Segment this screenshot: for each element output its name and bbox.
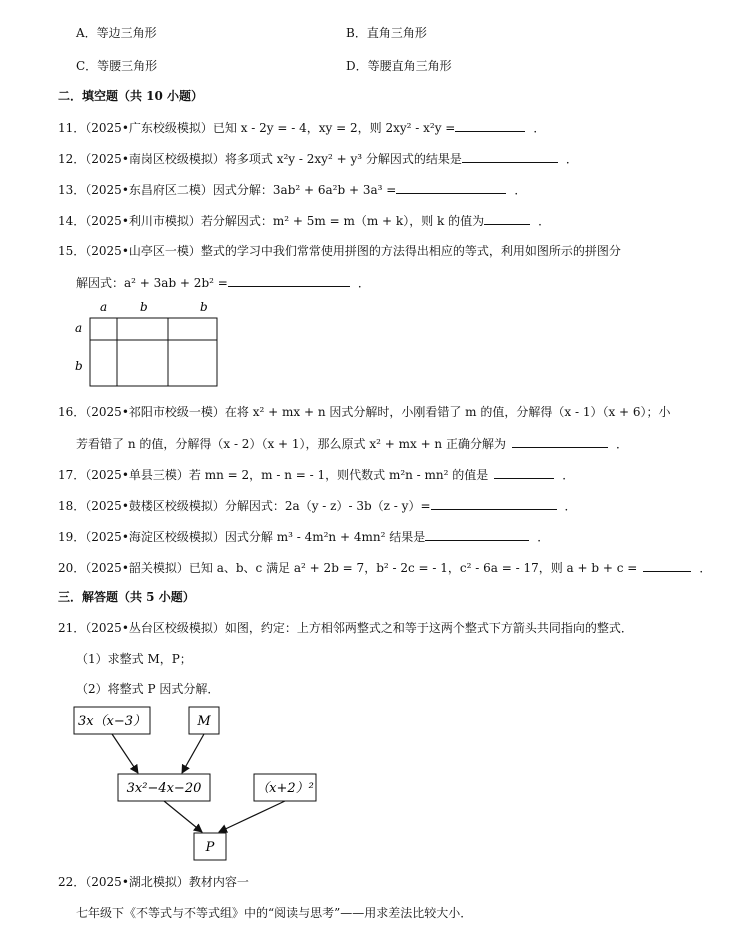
answer-blank[interactable] xyxy=(228,274,350,287)
arrow-icon xyxy=(112,734,138,773)
arrow-icon xyxy=(164,801,202,832)
question-22 xyxy=(58,874,249,890)
question-text: 芳看错了 n 的值，分解得（x - 2）（x + 1），那么原式 x² + mx + n 正确分解为 xyxy=(76,437,506,451)
box-m-label: M xyxy=(197,714,211,729)
question-source: （2025•湖北模拟） xyxy=(85,875,189,889)
question-14 xyxy=(58,212,550,229)
grid-top-label: b xyxy=(140,300,148,314)
question-text: 分解因式：2a（y - z）- 3b（z - y）= xyxy=(224,499,431,513)
grid-side-label: b xyxy=(75,359,83,373)
answer-blank[interactable] xyxy=(512,435,608,448)
question-number: 16． xyxy=(58,405,86,419)
question-text: 已知 a、b、c 满足 a² + 2b = 7，b² - 2c = - 1，c² - 6a = - 17，则 a + b + c = xyxy=(188,561,638,575)
box-3x-x-3-label: 3x（x−3） xyxy=(77,714,147,729)
grid-outline xyxy=(90,318,217,386)
question-end: ． xyxy=(538,214,551,228)
question-end: ． xyxy=(564,499,577,513)
question-number: 18． xyxy=(58,499,86,513)
question-source: （2025•广东校级模拟） xyxy=(85,121,213,135)
question-source: （2025•韶关模拟） xyxy=(85,561,189,575)
question-text: 已知 x - 2y = - 4，xy = 2，则 2xy² - x²y = xyxy=(212,121,456,135)
choice-b: B．直角三角形 xyxy=(346,26,427,40)
choice-c: C．等腰三角形 xyxy=(76,59,158,73)
question-number: 13． xyxy=(58,183,86,197)
question-21-sub1: （1）求整式 M，P； xyxy=(76,652,192,666)
question-end: ． xyxy=(615,437,628,451)
arrow-icon xyxy=(219,801,285,832)
box-3x2-4x-20-label: 3x²−4x−20 xyxy=(126,781,202,796)
question-20 xyxy=(58,559,711,576)
question-text: 解因式：a² + 3ab + 2b² = xyxy=(76,276,228,290)
question-source: （2025•海淀区校级模拟） xyxy=(85,530,225,544)
question-text: 整式的学习中我们常常使用拼图的方法得出相应的等式，利用如图所示的拼图分 xyxy=(200,244,621,258)
answer-blank[interactable] xyxy=(396,181,506,194)
question-text: 教材内容一 xyxy=(188,875,249,889)
question-number: 14． xyxy=(58,214,86,228)
question-text: 因式分解：3ab² + 6a²b + 3a³ = xyxy=(212,183,397,197)
grid-top-label: a xyxy=(100,300,108,314)
question-number: 15． xyxy=(58,244,86,258)
question-source: （2025•丛台区校级模拟） xyxy=(85,621,225,635)
question-11 xyxy=(58,119,545,136)
expression-diagram xyxy=(60,700,330,868)
box-p-label: P xyxy=(205,840,215,855)
question-15 xyxy=(58,243,621,259)
question-source: （2025•东昌府区二模） xyxy=(85,183,213,197)
choice-d: D．等腰直角三角形 xyxy=(346,59,452,73)
question-18 xyxy=(58,497,577,514)
question-22-line2: 七年级下《不等式与不等式组》中的“阅读与思考”——用求差法比较大小． xyxy=(76,906,473,920)
question-number: 11． xyxy=(58,121,86,135)
question-21 xyxy=(58,620,633,636)
question-number: 22． xyxy=(58,875,86,889)
question-17 xyxy=(58,466,574,483)
question-end: ． xyxy=(699,561,712,575)
section-title-fill-blank: 二．填空题（共 10 小题） xyxy=(58,89,204,103)
question-text: 因式分解 m³ - 4m²n + 4mn² 结果是 xyxy=(224,530,426,544)
question-21-sub2: （2）将整式 P 因式分解． xyxy=(76,682,220,696)
question-13 xyxy=(58,181,526,198)
question-end: ． xyxy=(565,152,578,166)
question-19 xyxy=(58,528,549,545)
question-text: 将多项式 x²y - 2xy² + y³ 分解因式的结果是 xyxy=(224,152,462,166)
question-source: （2025•利川市模拟） xyxy=(85,214,201,228)
question-text: 若 mn = 2，m - n = - 1，则代数式 m²n - mn² 的值是 xyxy=(188,468,489,482)
choice-a: A．等边三角形 xyxy=(76,26,157,40)
answer-blank[interactable] xyxy=(494,466,554,479)
section-title-solve: 三．解答题（共 5 小题） xyxy=(58,590,195,604)
question-number: 19． xyxy=(58,530,86,544)
question-end: ． xyxy=(533,121,546,135)
question-end: ． xyxy=(514,183,527,197)
tiling-figure xyxy=(70,298,230,390)
question-16 xyxy=(58,404,671,420)
question-text: 在将 x² + mx + n 因式分解时，小刚看错了 m 的值，分解得（x - 1）（x + 6）；小 xyxy=(224,405,671,419)
question-end: ． xyxy=(562,468,575,482)
answer-blank[interactable] xyxy=(462,150,558,163)
question-source: （2025•山亭区一模） xyxy=(85,244,201,258)
answer-blank[interactable] xyxy=(455,119,525,132)
question-number: 12． xyxy=(58,152,86,166)
question-source: （2025•鼓楼区校级模拟） xyxy=(85,499,225,513)
arrow-icon xyxy=(182,734,204,773)
grid-top-label: b xyxy=(200,300,208,314)
question-15-line2 xyxy=(76,274,370,291)
question-text: 如图，约定：上方相邻两整式之和等于这两个整式下方箭头共同指向的整式． xyxy=(224,621,633,635)
question-source: （2025•单县三模） xyxy=(85,468,189,482)
question-text: 若分解因式：m² + 5m = m（m + k），则 k 的值为 xyxy=(200,214,485,228)
box-x-plus-2-squared-label: （x+2）² xyxy=(256,781,314,796)
answer-blank[interactable] xyxy=(484,212,530,225)
question-number: 20． xyxy=(58,561,86,575)
answer-blank[interactable] xyxy=(431,497,557,510)
question-source: （2025•南岗区校级模拟） xyxy=(85,152,225,166)
grid-side-label: a xyxy=(75,321,83,335)
question-end: ． xyxy=(357,276,370,290)
question-number: 21． xyxy=(58,621,86,635)
question-16-line2 xyxy=(76,435,628,452)
question-12 xyxy=(58,150,578,167)
question-source: （2025•祁阳市校级一模） xyxy=(85,405,225,419)
answer-blank[interactable] xyxy=(425,528,529,541)
question-number: 17． xyxy=(58,468,86,482)
question-end: ． xyxy=(537,530,550,544)
answer-blank[interactable] xyxy=(643,559,691,572)
